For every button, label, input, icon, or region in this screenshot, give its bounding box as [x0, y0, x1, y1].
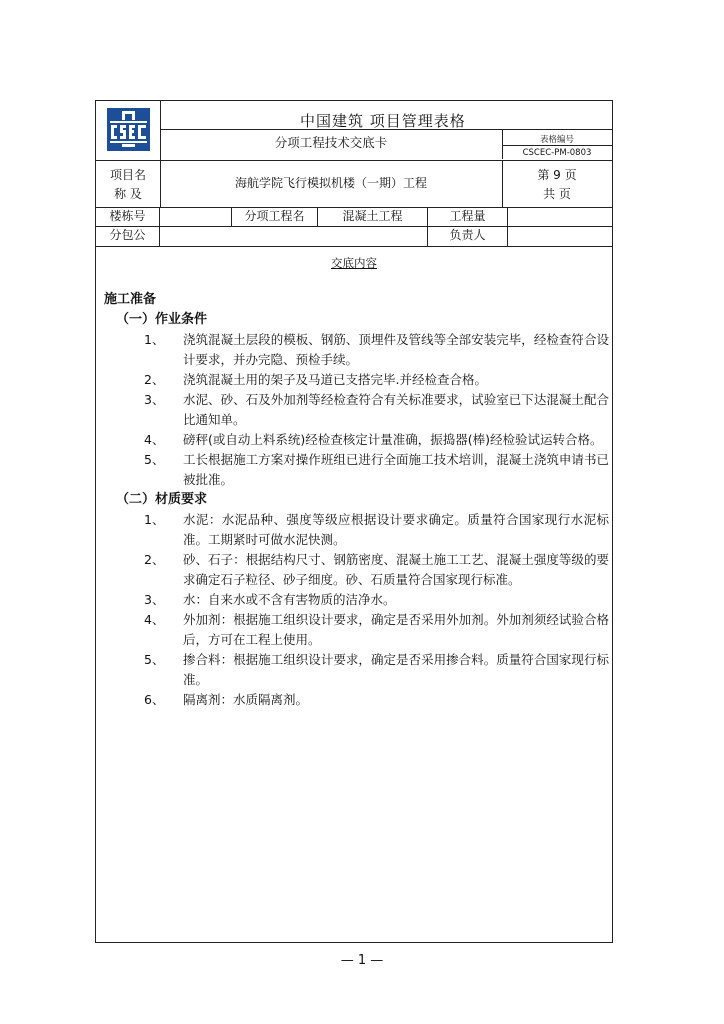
project-label-line1: 项目名 [109, 168, 146, 182]
item-number: 2、 [144, 552, 165, 567]
quantity-value [508, 207, 612, 226]
subcontract-value [160, 226, 428, 246]
list-item [104, 510, 609, 550]
item-text: 浇筑混凝土用的架子及马道已支搭完毕.并经检查合格。 [183, 372, 487, 387]
project-label [96, 160, 161, 207]
item-text: 外加剂：根据施工组织设计要求，确定是否采用外加剂。外加剂须经试验合格后，方可在工程上使用。 [183, 612, 609, 647]
project-row [96, 160, 612, 208]
group-title-materials: （二）材质要求 [116, 492, 208, 507]
item-text: 水：自来水或不含有害物质的洁净水。 [183, 592, 396, 607]
building-value [160, 207, 232, 226]
item-number: 5、 [144, 652, 165, 667]
form-title: 分项工程技术交底卡 [160, 129, 503, 159]
item-number: 3、 [144, 592, 165, 607]
item-text: 隔离剂：水质隔离剂。 [183, 692, 309, 707]
subitem-label: 分项工程名 [232, 207, 318, 226]
item-text: 砂、石子：根据结构尺寸、钢筋密度、混凝土施工工艺、混凝土强度等级的要求确定石子粒径、砂子细度。砂、石质量符合国家现行标准。 [183, 552, 609, 587]
logo-cell [96, 101, 161, 160]
list-item [104, 370, 609, 390]
list-item [104, 390, 609, 430]
form-frame [95, 100, 613, 943]
list-item [104, 690, 609, 710]
page-footer-number: — 1 — [340, 953, 384, 968]
item-number: 3、 [144, 392, 165, 407]
form-header [96, 101, 612, 161]
item-text: 工长根据施工方案对操作班组已进行全面施工技术培训，混凝土浇筑申请书已被批准。 [183, 452, 609, 487]
subcontract-label: 分包公 [96, 226, 160, 246]
page-info [502, 160, 612, 207]
item-number: 5、 [144, 452, 165, 467]
quantity-label: 工程量 [428, 207, 508, 226]
manager-label: 负责人 [428, 226, 508, 246]
subitem-value: 混凝土工程 [318, 207, 428, 226]
item-number: 4、 [144, 612, 165, 627]
subcontract-row [96, 226, 612, 247]
content-title-wrap [96, 255, 612, 271]
building-label: 楼栋号 [96, 207, 160, 226]
manager-value [508, 226, 612, 246]
list-item [104, 550, 609, 590]
form-code-value: CSCEC-PM-0803 [522, 148, 592, 158]
item-text: 水泥：水泥品种、强度等级应根据设计要求确定。质量符合国家现行水泥标准。工期紧时可做水泥快测。 [183, 512, 609, 547]
item-number: 1、 [144, 332, 165, 347]
item-number: 1、 [144, 512, 165, 527]
subitem-row [96, 207, 612, 227]
list-item [104, 450, 609, 490]
cscec-logo-icon [107, 108, 150, 151]
project-name: 海航学院飞行模拟机楼（一期）工程 [160, 160, 503, 207]
list-item [104, 430, 609, 450]
list-item [104, 650, 609, 690]
item-number: 4、 [144, 432, 165, 447]
content-title: 交底内容 [331, 256, 377, 270]
form-code-label: 表格编号 [502, 129, 612, 146]
list-item [104, 610, 609, 650]
org-title: 中国建筑 项目管理表格 [300, 112, 466, 130]
list-item [104, 330, 609, 370]
item-text: 水泥、砂、石及外加剂等经检查符合有关标准要求，试验室已下达混凝土配合比通知单。 [183, 392, 609, 427]
org-title-cell [160, 101, 612, 130]
list-item [104, 590, 609, 610]
cscec-logo [107, 108, 150, 151]
page-total-text: 共 页 [543, 187, 571, 201]
item-number: 2、 [144, 372, 165, 387]
item-text: 磅秤(或自动上料系统)经检查核定计量准确，振捣器(棒)经检验试运转合格。 [183, 432, 603, 447]
item-number: 6、 [144, 692, 165, 707]
section-title: 施工准备 [104, 292, 157, 307]
page-number-text: 第 9 页 [537, 168, 577, 182]
item-text: 浇筑混凝土层段的模板、钢筋、顶埋件及管线等全部安装完毕，经检查符合设计要求，并办完隐、预检手续。 [183, 332, 609, 367]
content-body [104, 290, 609, 710]
item-text: 掺合料：根据施工组织设计要求，确定是否采用掺合料。质量符合国家现行标准。 [183, 652, 609, 687]
group-title-conditions: （一）作业条件 [116, 312, 208, 327]
project-label-line2: 称 及 [114, 187, 142, 201]
